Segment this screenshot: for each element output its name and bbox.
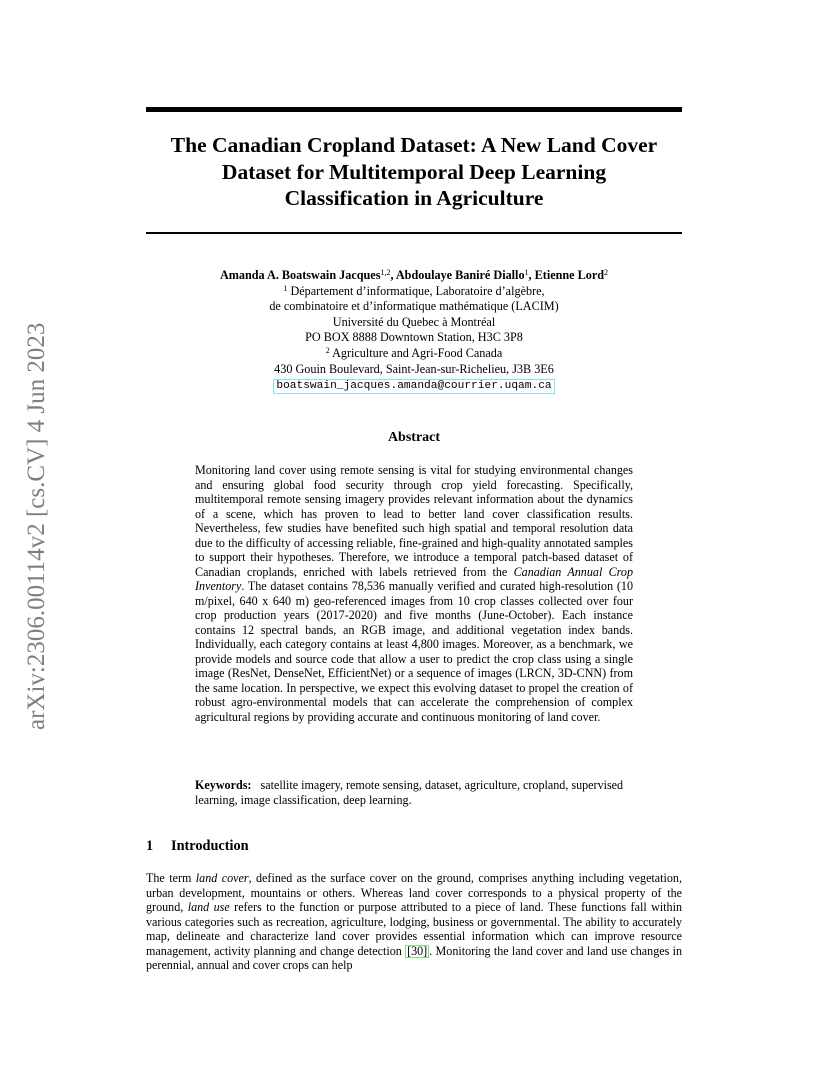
paper-title	[146, 132, 682, 212]
title-bottom-rule	[146, 232, 682, 234]
intro-text-part: . Monitoring the land cover and land use changes in perennial, annual and cover crops can help	[146, 943, 682, 972]
abstract-text	[195, 463, 633, 724]
intro-italic-term: land use	[187, 900, 230, 914]
author-name: Amanda A. Boatswain Jacques	[219, 268, 381, 282]
arxiv-identifier-stamp: arXiv:2306.00114v2 [cs.CV] 4 Jun 2023	[23, 322, 50, 730]
section-heading-introduction	[146, 838, 682, 855]
title-line: Classification in Agriculture	[284, 186, 544, 210]
intro-text-part: , defined as the surface cover on the ground, comprises anything including vegetation, urban development, mountains or others. Whereas land cover corresponds to a physical property of the ground,	[146, 871, 683, 914]
author-block	[146, 268, 682, 394]
author-affiliation-mark: 1,2	[380, 268, 391, 277]
author-name: Etienne Lord	[534, 268, 605, 282]
abstract-italic-term: Canadian Annual Crop Inventory	[195, 564, 634, 593]
title-line: The Canadian Cropland Dataset: A New Land Cover	[170, 133, 658, 157]
affiliation-text: Département d’informatique, Laboratoire d’algèbre,	[290, 283, 545, 298]
section-title: Introduction	[171, 838, 249, 854]
intro-italic-term: land cover	[195, 871, 249, 885]
affiliation-line: PO BOX 8888 Downtown Station, H3C 3P8	[305, 330, 523, 345]
keywords-list: satellite imagery, remote sensing, dataset, agriculture, cropland, supervised learning, image classification, deep learning.	[195, 778, 624, 807]
keywords-label: Keywords:	[195, 778, 252, 792]
title-line: Dataset for Multitemporal Deep Learning	[221, 159, 607, 184]
author-affiliation-mark: 1	[524, 268, 529, 277]
affiliation-line: de combinatoire et d’informatique mathématique (LACIM)	[269, 299, 559, 314]
abstract-text-part: Monitoring land cover using remote sensing is vital for studying environmental changes and ensuring global food security through crop yield forecasting. Specifically, multitemporal remote sensing imagery provides relevant information about the dynamics of a scene, which has proven to lead to better land cover classification results. Nevertheless, few studies have benefited such high spatial and temporal resolution data due to the difficulty of accessing reliable, fine-grained and high-quality annotated samples to support their hypotheses. Therefore, we introduce a temporal patch-based dataset of Canadian croplands, enriched with labels retrieved from the	[195, 463, 633, 579]
email-link[interactable]: boatswain_jacques.amanda@courrier.uqam.ca	[273, 379, 554, 394]
keywords	[195, 778, 633, 807]
intro-text-part: refers to the function or purpose attributed to a piece of land. These functions fall within various categories such as recreation, agriculture, lodging, business or governmental. The ability to accurately map, delineate and characterize land cover provides essential information which can improve resource management, activity planning and change detection	[146, 900, 682, 958]
affiliation-line: Université du Quebec à Montréal	[332, 314, 496, 329]
introduction-paragraph	[146, 871, 682, 973]
author-name: Abdoulaye Baniré Diallo	[395, 268, 525, 282]
abstract-text-part: . The dataset contains 78,536 manually verified and curated high-resolution (10 m/pixel, 640 x 640 m) geo-referenced images from 10 crop classes collected over four crop production years (2017-2020) and five months (June-October). Each instance contains 12 spectral bands, an RGB image, and additional vegetation index bands. Individually, each category contains at least 4,800 images. Moreover, as a benchmark, we provide models and source code that allow a user to predict the crop class using a single image (ResNet, DenseNet, EfficientNet) or a sequence of images (LRCN, 3D-CNN) from the same location. In perspective, we expect this evolving dataset to propel the creation of robust agro-environmental models that can accelerate the comprehension of complex agricultural regions by providing accurate and continuous monitoring of land cover.	[195, 579, 633, 724]
intro-text-part: The term	[146, 871, 196, 885]
affiliation-line	[146, 346, 682, 362]
author-affiliation-mark: 2	[604, 268, 609, 277]
affiliation-mark: 2	[325, 345, 330, 355]
author-names: Amanda A. Boatswain Jacques$^{1,2}$, Abdoulaye Baniré Diallo$^1$, Etienne Lord$^2$	[219, 268, 609, 282]
affiliation-line	[146, 284, 682, 300]
affiliation-mark: 1	[283, 283, 288, 293]
affiliation-line: 430 Gouin Boulevard, Saint-Jean-sur-Richelieu, J3B 3E6	[274, 361, 554, 376]
section-number: 1	[146, 838, 154, 854]
citation-link[interactable]: [30]	[407, 943, 428, 958]
email-line	[146, 377, 682, 394]
affiliation-text: Agriculture and Agri-Food Canada	[332, 345, 503, 360]
title-top-rule	[146, 107, 682, 112]
abstract-heading: Abstract	[387, 430, 441, 445]
